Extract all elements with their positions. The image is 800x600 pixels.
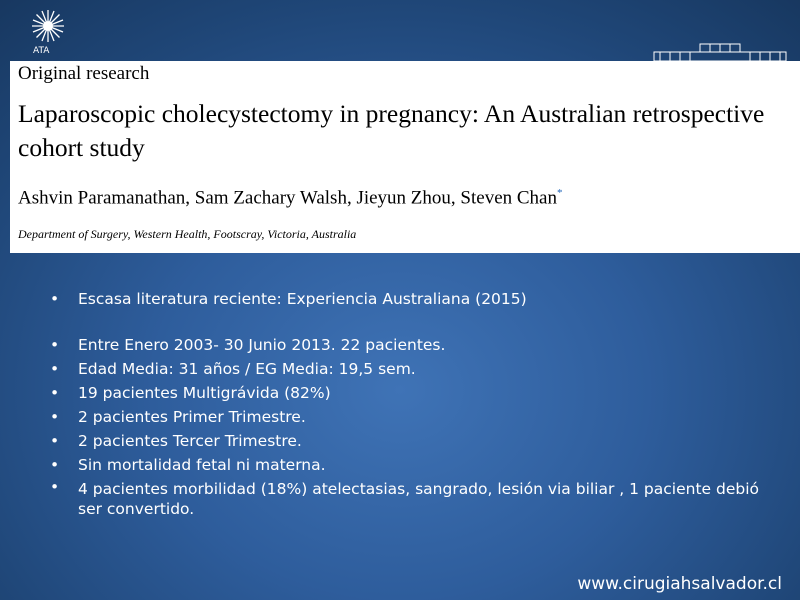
paper-authors: [18, 187, 562, 209]
author-list: Ashvin Paramanathan, Sam Zachary Walsh, Jieyun Zhou, Steven Chan: [18, 187, 557, 209]
bullet-item: • 19 pacientes Multigrávida (82%): [48, 381, 768, 405]
paper-title: Laparoscopic cholecystectomy in pregnancy: An Australian retrospective cohort study: [18, 99, 765, 162]
bullet-item: • Sin mortalidad fetal ni materna.: [48, 453, 768, 477]
sun-emblem-icon: [24, 8, 72, 56]
bullet-item: • Entre Enero 2003- 30 Junio 2013. 22 pacientes.: [48, 333, 768, 357]
bullet-item: • Edad Media: 31 años / EG Media: 19,5 sem.: [48, 357, 768, 381]
paper-header-card: [10, 61, 800, 253]
bullet-item: • 2 pacientes Primer Trimestre.: [48, 405, 768, 429]
article-type: Original research: [18, 63, 150, 84]
svg-text:ATA: ATA: [33, 46, 50, 56]
footer-url: www.cirugiahsalvador.cl: [577, 574, 782, 594]
bullet-item: • 4 pacientes morbilidad (18%) atelectasias, sangrado, lesión via biliar , 1 paciente debió ser convertido.: [48, 477, 768, 519]
bullet-list: [48, 287, 768, 519]
author-mark: *: [556, 187, 563, 199]
bullet-item: • 2 pacientes Tercer Trimestre.: [48, 429, 768, 453]
bullet-item: • Escasa literatura reciente: Experiencia Australiana (2015): [48, 287, 768, 311]
building-skyline-icon: [652, 40, 788, 62]
paper-affiliation: Department of Surgery, Western Health, Footscray, Victoria, Australia: [18, 227, 357, 241]
